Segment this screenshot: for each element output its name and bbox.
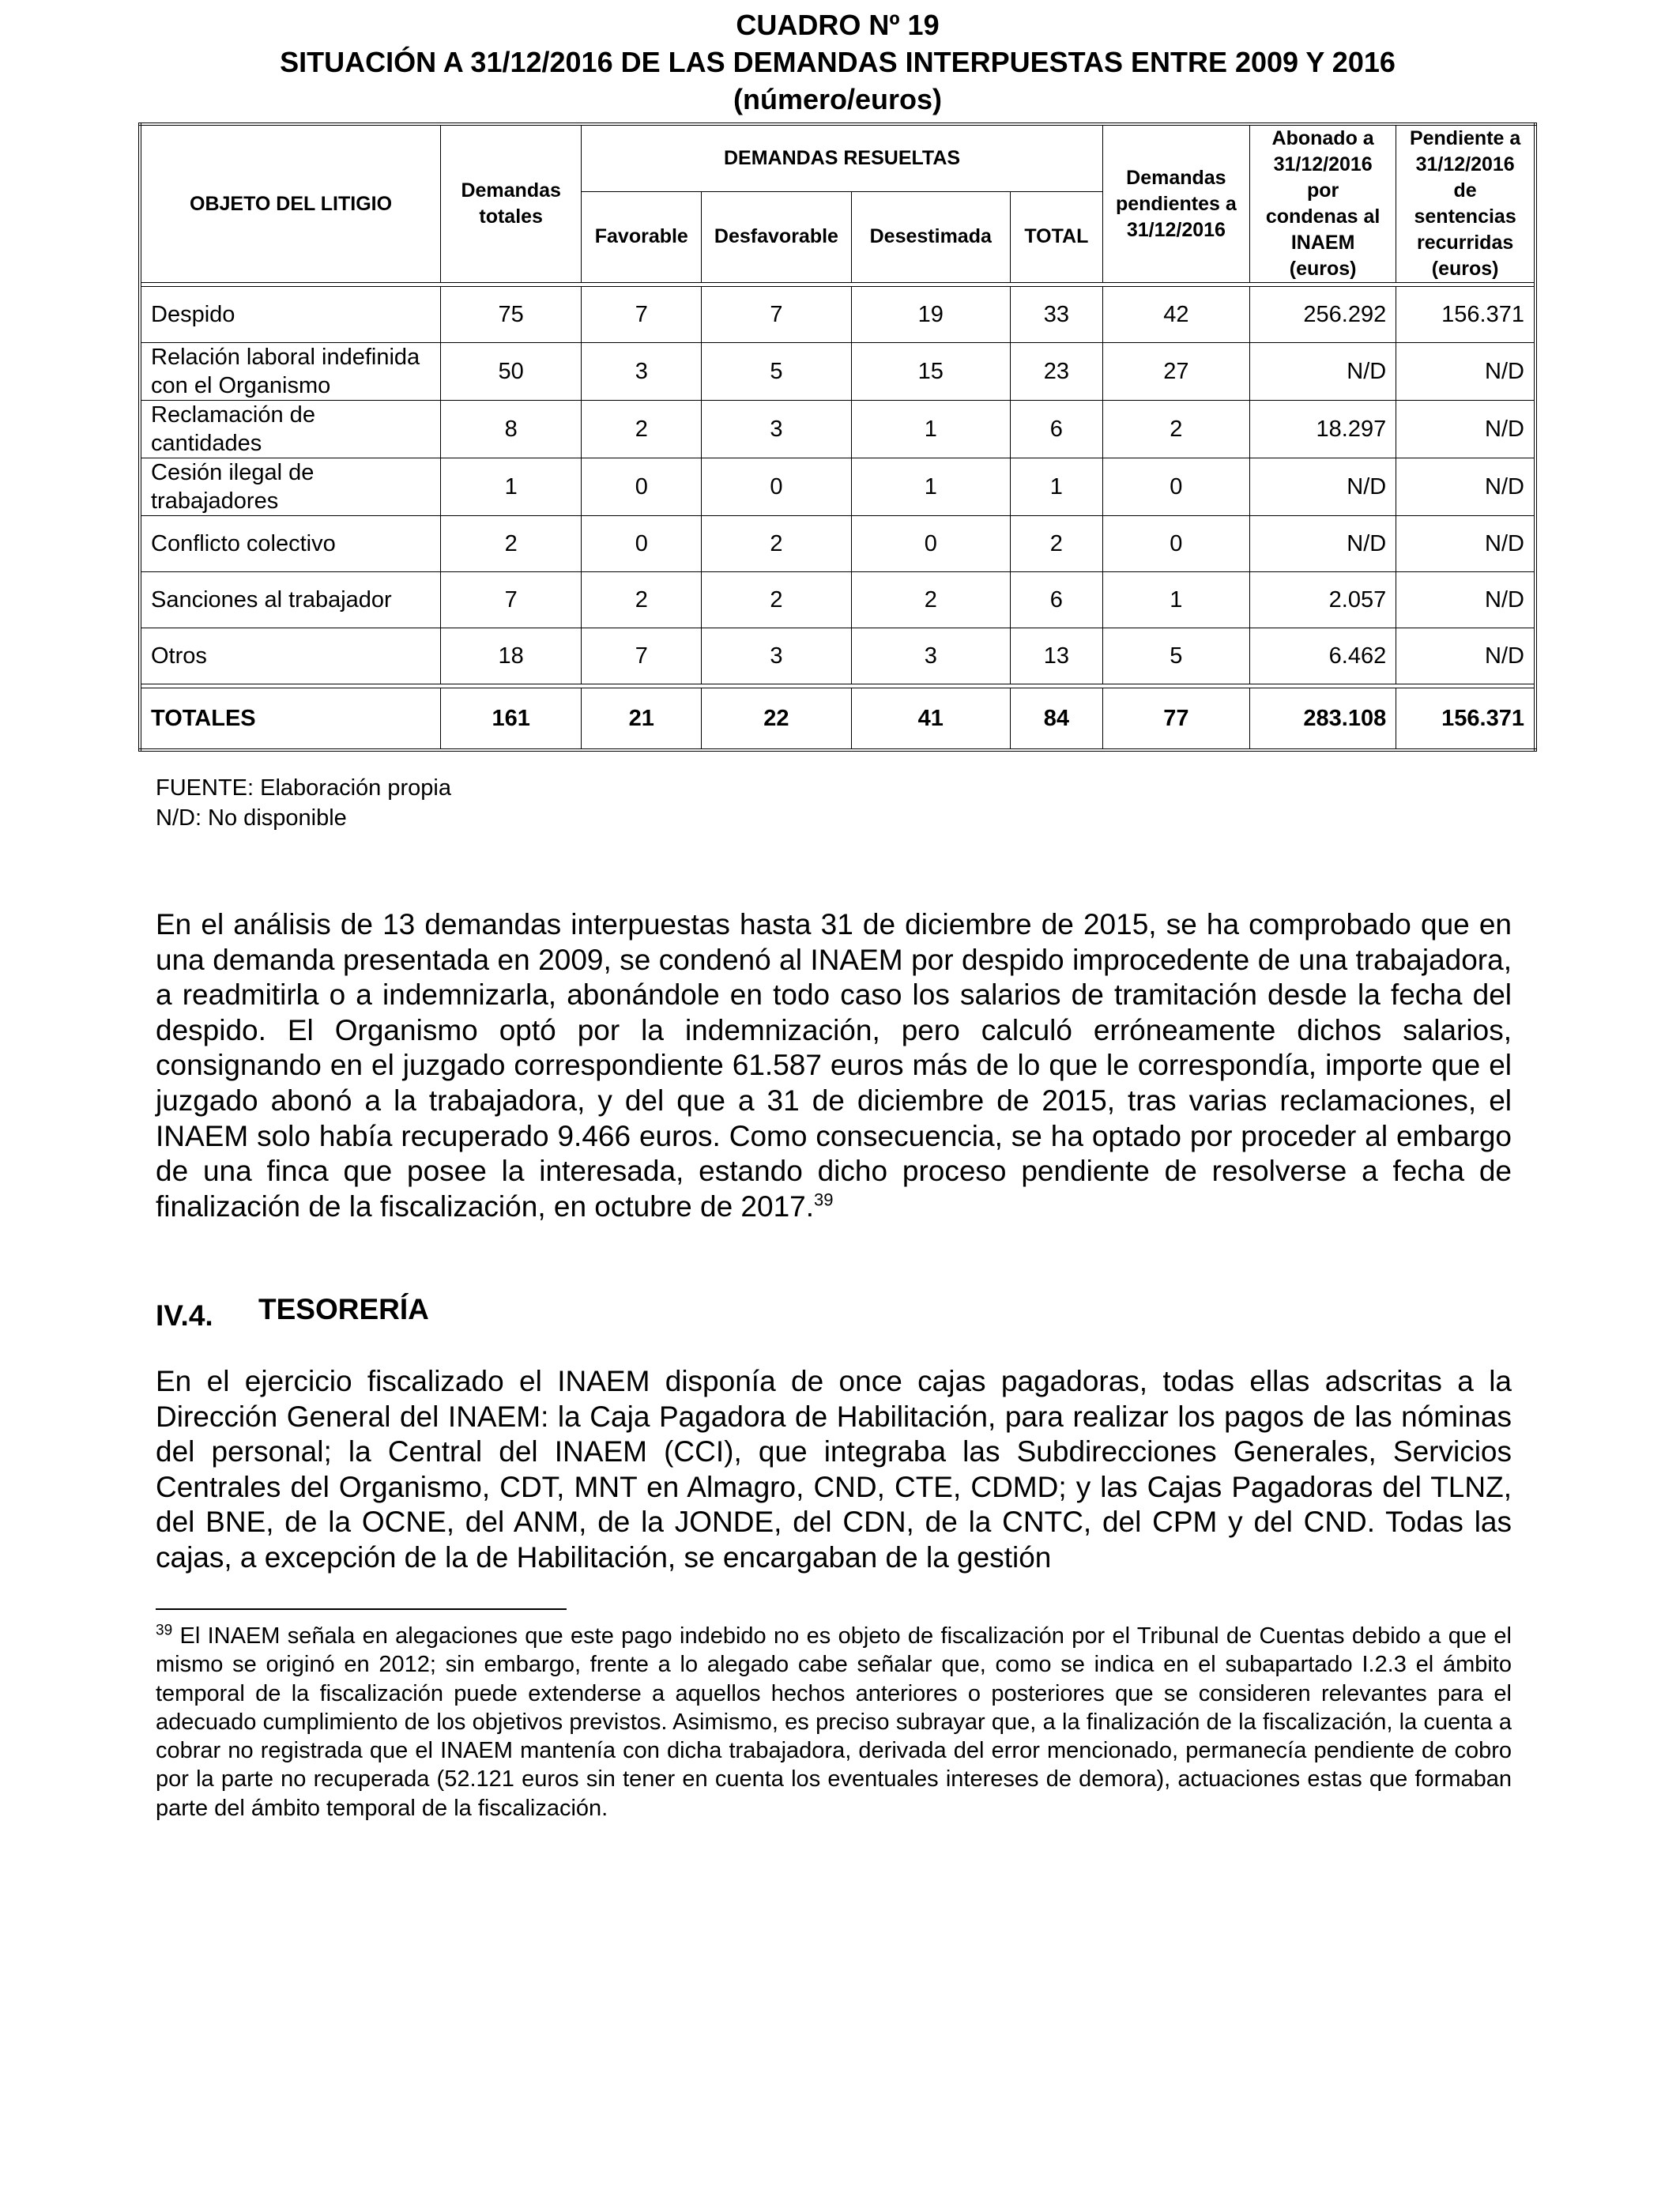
cell-desfavorable: 0 [702,458,851,516]
cell-totales: 7 [441,572,582,628]
cell-totales: 161 [441,688,582,751]
footnote-rule [156,1608,567,1610]
cell-desestimada: 2 [851,572,1010,628]
table-row [140,516,1535,572]
section-number: IV.4. [156,1299,213,1332]
cell-pendientes: 42 [1102,287,1249,343]
cell-objeto: Conflicto colectivo [140,516,441,572]
cell-pendientes: 5 [1102,628,1249,684]
table-row [140,458,1535,516]
header-pendientes: Demandas pendientes a 31/12/2016 [1102,124,1249,283]
table-row [140,287,1535,343]
footnote-number: 39 [156,1622,173,1639]
table-row [140,572,1535,628]
cell-pendiente: N/D [1396,401,1535,458]
cell-abonado: N/D [1250,458,1396,516]
cell-desestimada: 41 [851,688,1010,751]
section-title: TESORERÍA [258,1293,429,1325]
cell-pendiente: N/D [1396,628,1535,684]
cell-objeto: Despido [140,287,441,343]
table-row [140,401,1535,458]
footnote-reference: 39 [814,1189,834,1210]
demandas-table [138,123,1537,752]
title-line-1: CUADRO Nº 19 [736,9,940,41]
header-row-1 [140,124,1535,191]
cell-objeto: Relación laboral indefinida con el Organismo [140,343,441,401]
cell-desestimada: 0 [851,516,1010,572]
cell-abonado: N/D [1250,516,1396,572]
body-paragraph-1 [156,907,1512,1224]
cell-pendientes: 0 [1102,458,1249,516]
cell-total: 1 [1010,458,1102,516]
cell-pendientes: 1 [1102,572,1249,628]
cell-favorable: 21 [582,688,702,751]
header-totales: Demandas totales [441,124,582,283]
cell-pendiente: N/D [1396,343,1535,401]
cell-totales: 75 [441,287,582,343]
header-pendiente-sentencias: Pendiente a 31/12/2016 de sentencias recurridas (euros) [1396,124,1535,283]
cell-objeto: Sanciones al trabajador [140,572,441,628]
cell-desestimada: 1 [851,401,1010,458]
cell-abonado: 18.297 [1250,401,1396,458]
cell-pendiente: N/D [1396,458,1535,516]
cell-total: 2 [1010,516,1102,572]
header-favorable: Favorable [582,191,702,282]
footnote-text: El INAEM señala en alegaciones que este pago indebido no es objeto de fiscalización por el Tribunal de Cuentas debido a que el mismo se originó en 2012; sin embargo, frente a lo alegado cabe señalar que, como se indica en el subapartado I.2.3 el ámbito temporal de la fiscalización puede extenderse a aquellos hechos anteriores o posteriores que se consideren relevantes para el adecuado cumplimiento de los objetivos previstos. Asimismo, es preciso subrayar que, a la finalización de la fiscalización, la cuenta a cobrar no registrada que el INAEM mantenía con dicha trabajadora, derivada del error mencionado, permanecía pendiente de cobro por la parte no recuperada (52.121 euros sin tener en cuenta los eventuales intereses de demora), actuaciones estas que formaban parte del ámbito temporal de la fiscalización. [156,1623,1512,1821]
cell-objeto: Reclamación de cantidades [140,401,441,458]
cell-desestimada: 1 [851,458,1010,516]
footnote [156,1622,1512,1823]
cell-totales: 1 [441,458,582,516]
cell-desestimada: 3 [851,628,1010,684]
cell-favorable: 2 [582,572,702,628]
cell-abonado: 283.108 [1250,688,1396,751]
cell-favorable: 7 [582,287,702,343]
cell-pendiente: 156.371 [1396,688,1535,751]
paragraph-1-text: En el análisis de 13 demandas interpuestas hasta 31 de diciembre de 2015, se ha comprobado que en una demanda presentada en 2009, se condenó al INAEM por despido improcedente de una trabajadora, a readmitirla o a indemnizarla, abonándole en todo caso los salarios de tramitación desde la fecha del despido. El Organismo optó por la indemnización, pero calculó erróneamente dichos salarios, consignando en el juzgado correspondiente 61.587 euros más de lo que le correspondía, importe que el juzgado abonó a la trabajadora, y del que a 31 de diciembre de 2015, tras varias reclamaciones, el INAEM solo había recuperado 9.466 euros. Como consecuencia, se ha optado por proceder al embargo de una finca que posee la interesada, estando dicho proceso pendiente de resolverse a fecha de finalización de la fiscalización, en octubre de 2017. [156,908,1512,1223]
cell-abonado: 2.057 [1250,572,1396,628]
header-abonado: Abonado a 31/12/2016 por condenas al INAEM (euros) [1250,124,1396,283]
cell-favorable: 0 [582,516,702,572]
title-line-2: SITUACIÓN A 31/12/2016 DE LAS DEMANDAS INTERPUESTAS ENTRE 2009 Y 2016 [280,46,1396,78]
cell-totales: 18 [441,628,582,684]
cell-pendientes: 2 [1102,401,1249,458]
cell-favorable: 7 [582,628,702,684]
cell-pendientes: 77 [1102,688,1249,751]
cell-total: 33 [1010,287,1102,343]
header-total: TOTAL [1010,191,1102,282]
cell-total: 13 [1010,628,1102,684]
cell-desfavorable: 3 [702,628,851,684]
source-nd-legend: N/D: No disponible [156,805,347,831]
cell-pendiente: N/D [1396,516,1535,572]
cell-abonado: N/D [1250,343,1396,401]
cell-abonado: 6.462 [1250,628,1396,684]
cell-totales: 50 [441,343,582,401]
body-paragraph-2: En el ejercicio fiscalizado el INAEM disponía de once cajas pagadoras, todas ellas adscritas a la Dirección General del INAEM: la Caja Pagadora de Habilitación, para realizar los pagos de las nóminas del personal; la Central del INAEM (CCI), que integraba las Subdirecciones Generales, Servicios Centrales del Organismo, CDT, MNT en Almagro, CND, CTE, CDMD; y las Cajas Pagadoras del TLNZ, del BNE, de la OCNE, del ANM, de la JONDE, del CDN, de la CNTC, del CPM y del CND. Todas las cajas, a excepción de la de Habilitación, se encargaban de la gestión [156,1365,1512,1574]
totals-row [140,688,1535,751]
table-row [140,343,1535,401]
cell-objeto: Cesión ilegal de trabajadores [140,458,441,516]
cell-desfavorable: 22 [702,688,851,751]
header-resueltas: DEMANDAS RESUELTAS [582,124,1102,191]
cell-pendientes: 27 [1102,343,1249,401]
cell-total: 6 [1010,572,1102,628]
cell-objeto: TOTALES [140,688,441,751]
cell-objeto: Otros [140,628,441,684]
cell-favorable: 2 [582,401,702,458]
cell-abonado: 256.292 [1250,287,1396,343]
cell-desfavorable: 2 [702,572,851,628]
cell-desfavorable: 2 [702,516,851,572]
cell-total: 6 [1010,401,1102,458]
header-objeto: OBJETO DEL LITIGIO [140,124,441,283]
cell-total: 84 [1010,688,1102,751]
cell-pendiente: N/D [1396,572,1535,628]
header-desfavorable: Desfavorable [702,191,851,282]
cell-desfavorable: 5 [702,343,851,401]
cell-desfavorable: 3 [702,401,851,458]
cell-favorable: 0 [582,458,702,516]
cell-favorable: 3 [582,343,702,401]
cell-total: 23 [1010,343,1102,401]
title-line-3: (número/euros) [733,83,943,115]
cell-totales: 2 [441,516,582,572]
table-row [140,628,1535,684]
cell-desfavorable: 7 [702,287,851,343]
cell-desestimada: 15 [851,343,1010,401]
section-heading [156,1293,429,1332]
header-desestimada: Desestimada [851,191,1010,282]
cell-totales: 8 [441,401,582,458]
table-title [138,6,1537,118]
cell-desestimada: 19 [851,287,1010,343]
cell-pendiente: 156.371 [1396,287,1535,343]
table-source [156,773,451,833]
source-fuente: FUENTE: Elaboración propia [156,775,451,801]
cell-pendientes: 0 [1102,516,1249,572]
